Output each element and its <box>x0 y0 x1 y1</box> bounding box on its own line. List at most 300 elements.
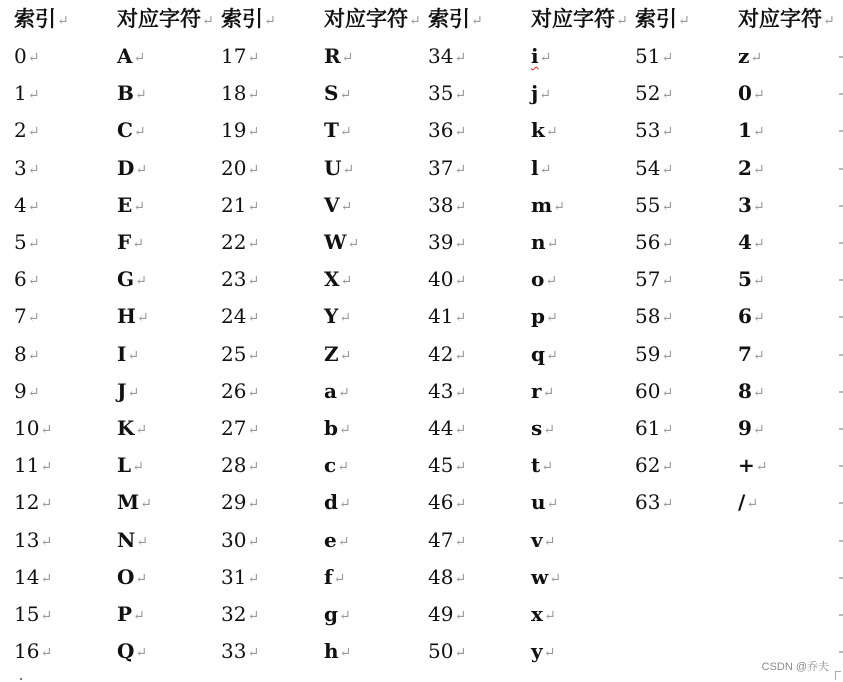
paragraph-mark-icon: ↵ <box>661 384 674 401</box>
paragraph-mark-icon: ↵ <box>247 496 260 513</box>
character-cell <box>738 410 765 447</box>
character-cell <box>324 38 353 75</box>
table-row <box>0 596 843 633</box>
cell-text: 7 <box>14 304 27 329</box>
cell-text: + <box>738 453 755 478</box>
cell-text: 21 <box>221 192 247 217</box>
paragraph-mark-icon: ↵ <box>40 645 53 662</box>
index-cell <box>635 38 673 75</box>
index-cell <box>221 38 259 75</box>
character-cell <box>738 150 765 187</box>
row-end-mark <box>839 242 843 244</box>
character-cell <box>324 596 351 633</box>
cell-text: 52 <box>635 81 661 106</box>
paragraph-mark-icon: ↵ <box>264 13 276 29</box>
paragraph-mark-icon: ↵ <box>136 533 149 550</box>
index-cell <box>221 261 259 298</box>
character-cell <box>117 261 147 298</box>
character-cell <box>531 38 551 75</box>
index-cell <box>14 75 39 112</box>
paragraph-mark-icon: ↵ <box>661 87 674 104</box>
index-cell <box>635 484 673 521</box>
paragraph-mark-icon: ↵ <box>40 459 53 476</box>
cell-text: N <box>117 527 136 552</box>
index-cell <box>14 373 39 410</box>
paragraph-mark-icon: ↵ <box>752 273 765 290</box>
character-cell <box>117 187 145 224</box>
row-end-mark <box>839 93 843 95</box>
row-end-mark <box>839 465 843 467</box>
cell-text: r <box>531 378 542 403</box>
table-row <box>0 75 843 112</box>
cell-text: k <box>531 118 545 143</box>
cell-text: 对应字符 <box>531 6 615 31</box>
table-row <box>0 112 843 149</box>
index-cell <box>428 187 466 224</box>
paragraph-mark-icon: ↵ <box>545 310 558 327</box>
cell-text: 5 <box>738 267 752 292</box>
paragraph-mark-icon: ↵ <box>752 236 765 252</box>
paragraph-mark-icon: ↵ <box>127 347 140 364</box>
cell-text: 9 <box>738 416 752 440</box>
cell-text: 37 <box>428 155 454 180</box>
cell-text: 4 <box>14 192 27 217</box>
paragraph-mark-icon: ↵ <box>539 161 552 178</box>
character-cell <box>531 336 558 373</box>
header-index <box>221 0 276 37</box>
index-cell <box>221 336 259 373</box>
paragraph-mark-icon: ↵ <box>333 570 346 587</box>
index-cell <box>428 484 466 521</box>
character-cell <box>324 522 349 559</box>
paragraph-mark-icon: ↵ <box>454 198 467 215</box>
character-cell <box>324 75 351 112</box>
cell-text: 56 <box>635 230 661 254</box>
cell-text: x <box>531 602 543 626</box>
table-row <box>0 224 843 261</box>
character-cell <box>324 559 345 596</box>
table-row <box>0 261 843 298</box>
cell-text: O <box>117 564 135 589</box>
character-cell <box>324 410 351 447</box>
row-end-mark <box>839 502 843 504</box>
character-cell <box>531 559 561 596</box>
header-index <box>14 0 69 37</box>
paragraph-mark-icon: ↵ <box>338 422 351 438</box>
paragraph-mark-icon: ↵ <box>40 422 53 438</box>
index-cell <box>221 447 259 484</box>
index-cell <box>635 447 673 484</box>
row-end-mark <box>839 651 843 653</box>
table-row <box>0 187 843 224</box>
cell-text: S <box>324 81 339 106</box>
paragraph-mark-icon: ↵ <box>454 496 467 513</box>
cell-text: 45 <box>428 453 454 478</box>
row-end-mark <box>839 56 843 58</box>
cell-text: 14 <box>14 564 40 589</box>
row-end-mark <box>839 577 843 579</box>
character-cell <box>738 38 762 75</box>
cell-text: F <box>117 230 132 254</box>
cell-text: y <box>531 639 543 664</box>
cell-text: a <box>324 378 337 403</box>
cell-text: 35 <box>428 81 454 106</box>
cell-text: 57 <box>635 267 661 292</box>
paragraph-mark-icon: ↵ <box>342 161 355 178</box>
cell-text: q <box>531 341 545 366</box>
paragraph-mark-icon: ↵ <box>454 310 467 327</box>
table-row <box>0 298 843 335</box>
cell-text: 22 <box>221 230 247 254</box>
character-cell <box>324 112 352 149</box>
character-cell <box>117 373 139 410</box>
paragraph-mark-icon: ↵ <box>135 422 148 438</box>
paragraph-mark-icon: ↵ <box>454 161 467 178</box>
table-row <box>0 522 843 559</box>
paragraph-mark-icon: ↵ <box>247 87 260 104</box>
table-row <box>0 484 843 521</box>
cell-text: Z <box>324 341 339 366</box>
cell-text: 34 <box>428 44 454 68</box>
cell-text: 30 <box>221 527 247 552</box>
paragraph-mark-icon: ↵ <box>337 533 350 550</box>
row-end-mark <box>839 428 843 430</box>
index-cell <box>14 596 52 633</box>
cell-text: c <box>324 453 337 478</box>
cell-text: 4 <box>738 230 752 254</box>
row-end-mark <box>839 130 843 132</box>
paragraph-mark-icon: ↵ <box>247 608 260 624</box>
paragraph-mark-icon: ↵ <box>247 236 260 252</box>
paragraph-mark-icon: ↵ <box>454 87 467 104</box>
index-cell <box>14 112 39 149</box>
paragraph-mark-icon: ↵ <box>752 161 765 178</box>
character-cell <box>324 336 351 373</box>
index-cell <box>14 484 52 521</box>
index-cell <box>635 187 673 224</box>
cell-text: 24 <box>221 304 247 329</box>
table-row <box>0 373 843 410</box>
cell-text: 62 <box>635 453 661 478</box>
cell-text: U <box>324 155 342 180</box>
paragraph-mark-icon: ↵ <box>752 384 765 401</box>
paragraph-dot <box>20 678 22 680</box>
paragraph-mark-icon: ↵ <box>247 50 260 66</box>
character-cell <box>117 447 144 484</box>
paragraph-mark-icon: ↵ <box>247 533 260 550</box>
index-cell <box>14 336 39 373</box>
cell-text: I <box>117 341 127 366</box>
row-end-mark <box>839 168 843 170</box>
paragraph-mark-icon: ↵ <box>247 347 260 364</box>
character-cell <box>117 559 147 596</box>
cell-text: z <box>738 44 750 68</box>
cell-text: 18 <box>221 81 247 106</box>
paragraph-mark-icon: ↵ <box>40 496 53 513</box>
paragraph-mark-icon: ↵ <box>454 422 467 438</box>
cell-text: o <box>531 267 545 292</box>
paragraph-mark-icon: ↵ <box>136 310 149 327</box>
paragraph-mark-icon: ↵ <box>539 50 552 66</box>
index-cell <box>428 150 466 187</box>
index-cell <box>428 559 466 596</box>
cell-text: Y <box>324 304 339 329</box>
index-cell <box>635 224 673 261</box>
cell-text: 12 <box>14 490 40 515</box>
index-cell <box>221 224 259 261</box>
table-row <box>0 559 843 596</box>
character-cell <box>531 150 551 187</box>
paragraph-mark-icon: ↵ <box>616 13 628 29</box>
character-cell <box>531 373 554 410</box>
paragraph-mark-icon: ↵ <box>750 50 763 66</box>
cell-text: 50 <box>428 639 454 664</box>
paragraph-mark-icon: ↵ <box>27 347 40 364</box>
character-cell <box>738 75 765 112</box>
cell-text: W <box>324 230 347 254</box>
paragraph-mark-icon: ↵ <box>471 13 483 29</box>
paragraph-mark-icon: ↵ <box>40 533 53 550</box>
character-cell <box>531 75 551 112</box>
table-row <box>0 38 843 75</box>
index-cell <box>221 522 259 559</box>
character-cell <box>738 112 765 149</box>
row-end-mark <box>839 205 843 207</box>
index-cell <box>221 559 259 596</box>
character-cell <box>324 484 351 521</box>
paragraph-mark-icon: ↵ <box>132 459 144 476</box>
paragraph-mark-icon: ↵ <box>341 50 354 66</box>
cell-text: 索引 <box>221 6 263 31</box>
paragraph-mark-icon: ↵ <box>454 236 467 252</box>
row-end-mark <box>839 614 843 616</box>
paragraph-mark-icon: ↵ <box>752 347 765 364</box>
paragraph-mark-icon: ↵ <box>454 273 467 290</box>
character-cell <box>324 187 352 224</box>
paragraph-mark-icon: ↵ <box>27 161 40 178</box>
cell-text: 11 <box>14 453 40 478</box>
paragraph-mark-icon: ↵ <box>553 198 565 215</box>
character-cell <box>531 410 555 447</box>
paragraph-mark-icon: ↵ <box>338 608 351 624</box>
cell-text: 2 <box>738 155 752 180</box>
index-cell <box>221 484 259 521</box>
cell-text: / <box>738 490 746 515</box>
cell-text: l <box>531 155 539 180</box>
cell-text: 46 <box>428 490 454 515</box>
character-cell <box>738 187 765 224</box>
character-cell <box>738 224 765 261</box>
paragraph-mark-icon: ↵ <box>337 384 350 401</box>
cell-text: n <box>531 230 546 254</box>
paragraph-mark-icon: ↵ <box>135 161 148 178</box>
index-cell <box>221 633 259 670</box>
cell-text: 1 <box>738 118 752 143</box>
cell-text: b <box>324 416 338 440</box>
cell-text: 15 <box>14 602 40 626</box>
index-cell <box>221 410 259 447</box>
index-cell <box>221 298 259 335</box>
character-cell <box>324 298 351 335</box>
cell-text: 31 <box>221 564 247 589</box>
cell-text: f <box>324 564 333 589</box>
index-cell <box>221 150 259 187</box>
character-cell <box>738 373 765 410</box>
cell-text: 43 <box>428 378 454 403</box>
table-row <box>0 336 843 373</box>
cell-text: 55 <box>635 192 661 217</box>
paragraph-mark-icon: ↵ <box>133 608 145 624</box>
cell-text: 对应字符 <box>117 6 201 31</box>
paragraph-mark-icon: ↵ <box>752 87 765 104</box>
paragraph-mark-icon: ↵ <box>247 310 260 327</box>
paragraph-mark-icon: ↵ <box>454 124 467 141</box>
cell-text: 17 <box>221 44 247 68</box>
paragraph-mark-icon: ↵ <box>543 608 556 624</box>
paragraph-mark-icon: ↵ <box>40 608 53 624</box>
header-character <box>117 0 214 37</box>
paragraph-mark-icon: ↵ <box>661 422 674 438</box>
cell-text: 5 <box>14 230 27 254</box>
character-cell <box>117 38 145 75</box>
index-cell <box>635 410 673 447</box>
cell-text: A <box>117 44 133 68</box>
paragraph-mark-icon: ↵ <box>541 459 553 476</box>
paragraph-mark-icon: ↵ <box>545 273 558 290</box>
character-cell <box>531 484 558 521</box>
cell-text: D <box>117 155 135 180</box>
row-end-mark <box>839 540 843 542</box>
index-cell <box>14 187 39 224</box>
cell-text: j <box>531 81 539 106</box>
cell-text: 53 <box>635 118 661 143</box>
character-cell <box>531 633 555 670</box>
cell-text: 33 <box>221 639 247 664</box>
index-cell <box>635 336 673 373</box>
character-cell <box>531 596 556 633</box>
character-cell <box>117 298 149 335</box>
paragraph-mark-icon: ↵ <box>339 310 352 327</box>
character-cell <box>324 373 350 410</box>
cell-text: 38 <box>428 192 454 217</box>
paragraph-mark-icon: ↵ <box>542 384 555 401</box>
paragraph-mark-icon: ↵ <box>752 310 765 327</box>
cell-text: 42 <box>428 341 454 366</box>
index-cell <box>14 298 39 335</box>
paragraph-mark-icon: ↵ <box>454 608 467 624</box>
table-row <box>0 150 843 187</box>
paragraph-mark-icon: ↵ <box>338 496 351 513</box>
index-cell <box>635 261 673 298</box>
paragraph-mark-icon: ↵ <box>27 50 40 66</box>
cell-text: 49 <box>428 602 454 626</box>
character-cell <box>117 410 147 447</box>
character-cell <box>324 150 354 187</box>
paragraph-mark-icon: ↵ <box>247 384 260 401</box>
paragraph-mark-icon: ↵ <box>247 570 260 587</box>
cell-text: t <box>531 453 541 478</box>
cell-text: 61 <box>635 416 661 440</box>
cell-text: J <box>117 378 127 403</box>
cell-text: 7 <box>738 341 752 366</box>
index-cell <box>428 336 466 373</box>
index-cell <box>428 373 466 410</box>
index-cell <box>428 522 466 559</box>
character-cell <box>531 522 555 559</box>
paragraph-mark-icon: ↵ <box>823 13 835 29</box>
cell-text: 59 <box>635 341 661 366</box>
character-cell <box>531 447 553 484</box>
paragraph-mark-icon: ↵ <box>247 124 260 141</box>
cell-text: 1 <box>14 81 27 106</box>
character-cell <box>324 447 349 484</box>
paragraph-mark-icon: ↵ <box>340 273 353 290</box>
paragraph-mark-icon: ↵ <box>661 273 674 290</box>
paragraph-mark-icon: ↵ <box>140 496 152 513</box>
index-cell <box>14 224 39 261</box>
paragraph-mark-icon: ↵ <box>661 236 674 252</box>
index-cell <box>428 38 466 75</box>
index-cell <box>428 224 466 261</box>
paragraph-mark-icon: ↵ <box>661 198 674 215</box>
paragraph-mark-icon: ↵ <box>27 124 40 141</box>
cell-text: X <box>324 267 340 292</box>
paragraph-mark-icon: ↵ <box>247 198 260 215</box>
paragraph-mark-icon: ↵ <box>339 347 352 364</box>
index-cell <box>428 410 466 447</box>
character-cell <box>117 336 139 373</box>
cell-text: 6 <box>738 304 752 329</box>
index-cell <box>14 38 39 75</box>
index-cell <box>221 373 259 410</box>
cell-text: 6 <box>14 267 27 292</box>
paragraph-mark-icon: ↵ <box>661 50 674 66</box>
paragraph-mark-icon: ↵ <box>247 273 260 290</box>
paragraph-mark-icon: ↵ <box>661 161 674 178</box>
character-cell <box>531 298 558 335</box>
table-row <box>0 410 843 447</box>
cell-text: Q <box>117 639 135 664</box>
cell-text: 2 <box>14 118 27 143</box>
paragraph-mark-icon: ↵ <box>347 236 360 252</box>
paragraph-mark-icon: ↵ <box>339 87 352 104</box>
index-cell <box>14 150 39 187</box>
header-index <box>428 0 483 37</box>
paragraph-mark-icon: ↵ <box>127 384 140 401</box>
paragraph-mark-icon: ↵ <box>546 496 559 513</box>
cell-text: 60 <box>635 378 661 403</box>
character-cell <box>324 261 352 298</box>
cell-text: 3 <box>14 155 27 180</box>
paragraph-mark-icon: ↵ <box>746 496 759 513</box>
cell-text: B <box>117 81 134 106</box>
cell-text: 39 <box>428 230 454 254</box>
paragraph-mark-icon: ↵ <box>27 198 40 215</box>
header-index <box>635 0 690 37</box>
index-cell <box>428 261 466 298</box>
paragraph-mark-icon: ↵ <box>135 273 147 290</box>
character-cell <box>117 522 148 559</box>
cell-text: 索引 <box>428 6 470 31</box>
character-cell <box>531 187 565 224</box>
cell-text: 25 <box>221 341 247 366</box>
character-cell <box>324 633 351 670</box>
paragraph-mark-icon: ↵ <box>247 422 260 438</box>
paragraph-mark-icon: ↵ <box>661 459 674 476</box>
paragraph-mark-icon: ↵ <box>454 384 467 401</box>
paragraph-mark-icon: ↵ <box>454 570 467 587</box>
paragraph-mark-icon: ↵ <box>539 87 551 104</box>
